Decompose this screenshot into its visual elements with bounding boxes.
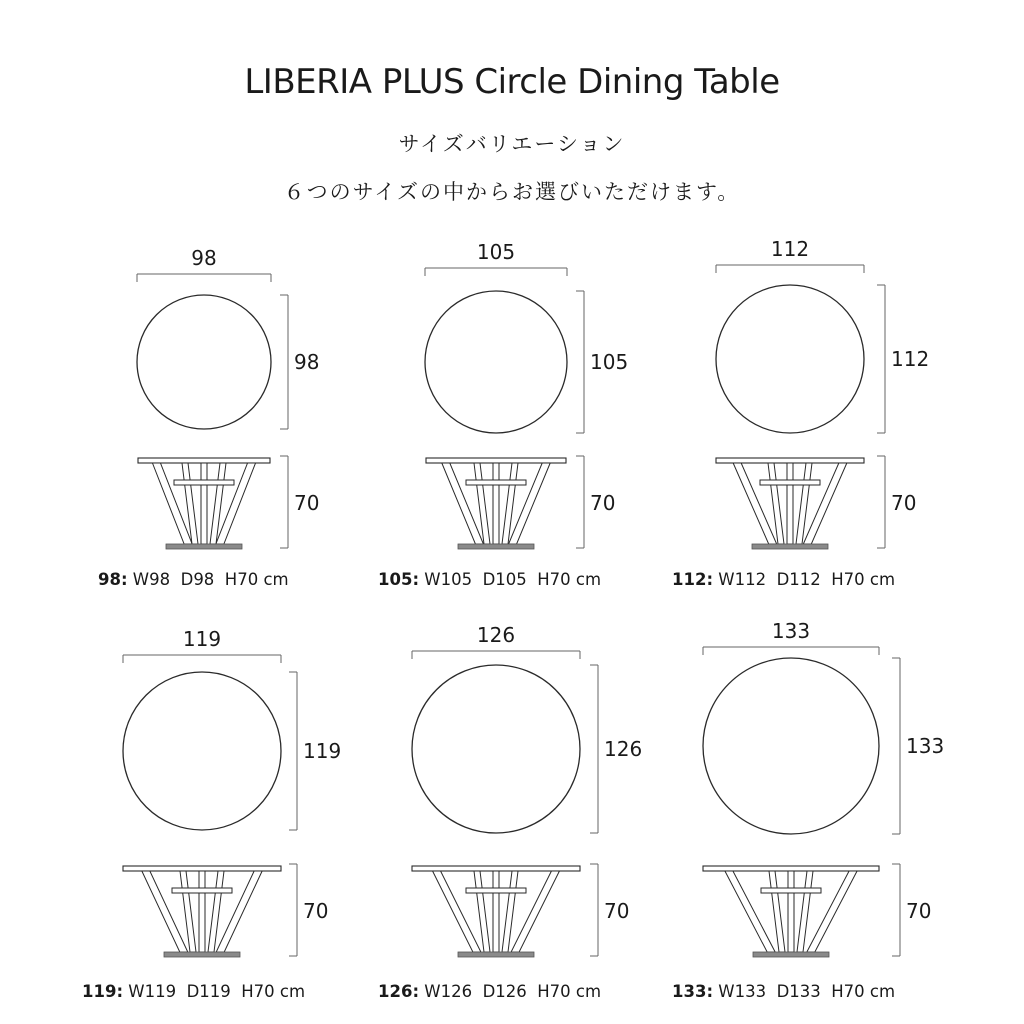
- table-variant-3: [716, 237, 929, 549]
- table-variant-5: [412, 623, 642, 957]
- table-side-view: [138, 458, 270, 549]
- size-spec-1: [98, 570, 289, 589]
- depth-label: 98: [294, 350, 320, 374]
- width-label: 119: [182, 627, 222, 651]
- table-side-view: [716, 458, 864, 549]
- table-center-post: [493, 871, 499, 952]
- tabletop-edge: [716, 458, 864, 463]
- tabletop-circle: [703, 658, 879, 834]
- size-spec-3: [672, 570, 895, 589]
- width-label: 133: [771, 619, 811, 643]
- size-spec-key: 126:: [378, 982, 420, 1001]
- tabletop-edge: [123, 866, 281, 871]
- table-base-plate: [458, 952, 534, 957]
- size-spec-key: 112:: [672, 570, 714, 589]
- table-leg-right: [216, 871, 262, 952]
- tabletop-circle: [716, 285, 864, 433]
- size-spec-dimensions: W133 D133 H70 cm: [713, 982, 896, 1001]
- tabletop-circle: [137, 295, 271, 429]
- table-leg-left: [433, 871, 481, 952]
- table-cross-brace: [466, 480, 526, 485]
- table-leg-inner: [474, 871, 490, 952]
- width-label: 105: [476, 240, 516, 264]
- table-center-post: [788, 871, 794, 952]
- size-spec-dimensions: W119 D119 H70 cm: [123, 982, 306, 1001]
- height-label: 70: [906, 899, 932, 923]
- size-spec-dimensions: W98 D98 H70 cm: [127, 570, 289, 589]
- table-center-post: [493, 463, 499, 544]
- depth-label: 112: [891, 347, 930, 371]
- table-leg-left: [725, 871, 775, 952]
- width-label: 126: [476, 623, 516, 647]
- table-side-view: [703, 866, 879, 957]
- size-spec-dimensions: W105 D105 H70 cm: [419, 570, 602, 589]
- table-base-plate: [752, 544, 828, 549]
- page-subtitle: サイズバリエーション: [398, 132, 626, 156]
- table-cross-brace: [760, 480, 820, 485]
- height-label: 70: [294, 491, 320, 515]
- table-cross-brace: [466, 888, 526, 893]
- table-cross-brace: [174, 480, 234, 485]
- size-spec-4: [82, 982, 305, 1001]
- tabletop-edge: [412, 866, 580, 871]
- tabletop-edge: [703, 866, 879, 871]
- table-leg-left: [142, 871, 188, 952]
- tabletop-edge: [426, 458, 566, 463]
- size-spec-2: [378, 570, 601, 589]
- table-leg-inner: [502, 871, 518, 952]
- size-spec-dimensions: W112 D112 H70 cm: [713, 570, 896, 589]
- table-variant-4: [123, 627, 341, 957]
- page-title: LIBERIA PLUS Circle Dining Table: [244, 62, 780, 102]
- size-spec-key: 133:: [672, 982, 714, 1001]
- size-spec-6: [672, 982, 895, 1001]
- depth-label: 133: [906, 734, 945, 758]
- table-center-post: [199, 871, 205, 952]
- table-side-view: [123, 866, 281, 957]
- table-variant-1: [137, 246, 319, 549]
- size-spec-dimensions: W126 D126 H70 cm: [419, 982, 602, 1001]
- tabletop-circle: [412, 665, 580, 833]
- size-spec-key: 119:: [82, 982, 124, 1001]
- table-leg-inner: [769, 871, 785, 952]
- tabletop-circle: [425, 291, 567, 433]
- depth-label: 119: [303, 739, 342, 763]
- height-label: 70: [303, 899, 329, 923]
- table-variant-6: [703, 619, 944, 957]
- page-tagline: ６つのサイズの中からお選びいただけます。: [283, 180, 741, 204]
- height-label: 70: [891, 491, 917, 515]
- table-leg-right: [511, 871, 559, 952]
- table-leg-inner: [797, 871, 813, 952]
- table-leg-right: [807, 871, 857, 952]
- size-spec-key: 98:: [98, 570, 128, 589]
- table-center-post: [201, 463, 207, 544]
- table-base-plate: [164, 952, 240, 957]
- table-base-plate: [458, 544, 534, 549]
- size-spec-5: [378, 982, 601, 1001]
- table-base-plate: [753, 952, 829, 957]
- table-base-plate: [166, 544, 242, 549]
- table-cross-brace: [172, 888, 232, 893]
- height-label: 70: [590, 491, 616, 515]
- table-center-post: [787, 463, 793, 544]
- tabletop-edge: [138, 458, 270, 463]
- table-side-view: [426, 458, 566, 549]
- width-label: 98: [191, 246, 217, 270]
- size-spec-key: 105:: [378, 570, 420, 589]
- table-cross-brace: [761, 888, 821, 893]
- tabletop-circle: [123, 672, 281, 830]
- height-label: 70: [604, 899, 630, 923]
- table-side-view: [412, 866, 580, 957]
- depth-label: 105: [590, 350, 629, 374]
- table-variant-2: [425, 240, 628, 549]
- depth-label: 126: [604, 737, 643, 761]
- width-label: 112: [770, 237, 810, 261]
